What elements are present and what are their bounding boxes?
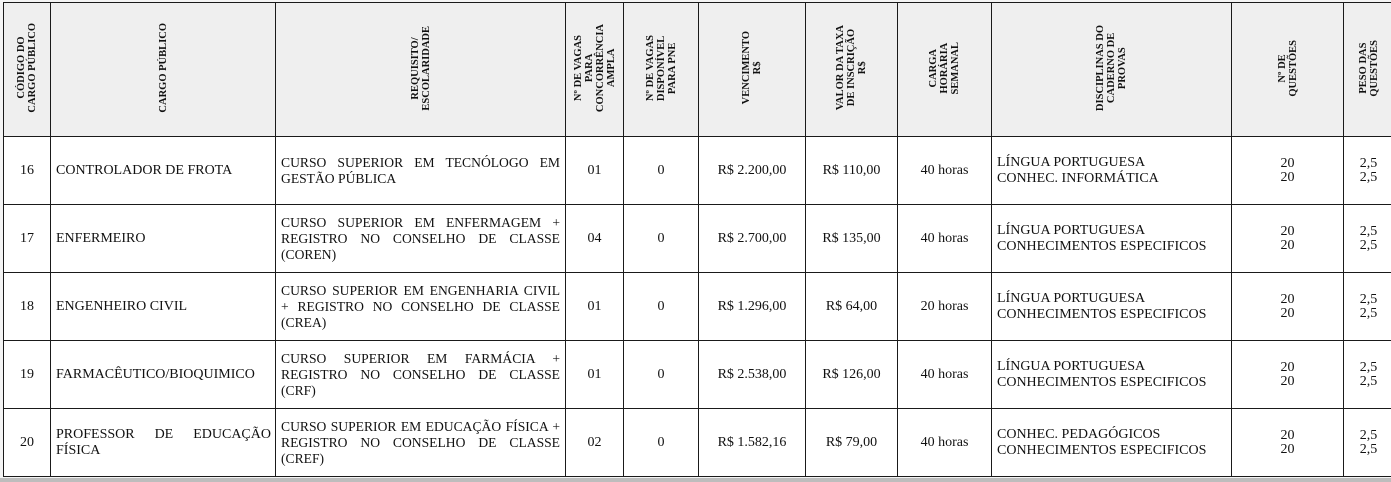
table-row [4, 341, 1391, 409]
cell-vagas-pne: 0 [624, 137, 699, 205]
cell-peso: 2,5 2,5 [1344, 409, 1391, 477]
requisito-text: CURSO SUPERIOR EM ENFERMAGEM + REGISTRO NO CONSELHO DE CLASSE (COREN) [281, 214, 560, 262]
cell-codigo: 18 [4, 273, 51, 341]
table-body [4, 137, 1391, 477]
page-bottom-rule [0, 478, 1391, 482]
cell-disciplinas: LÍNGUA PORTUGUESA CONHECIMENTOS ESPECIFICOS [992, 205, 1232, 273]
cell-requisito [276, 409, 566, 477]
cell-vagas-pne: 0 [624, 341, 699, 409]
cell-questoes: 20 20 [1232, 273, 1344, 341]
cell-disciplinas: LÍNGUA PORTUGUESA CONHECIMENTOS ESPECIFICOS [992, 341, 1232, 409]
header-vagas-ampla: Nº DE VAGAS PARA CONCORRÊNCIA AMPLA [566, 3, 624, 137]
table-header [4, 3, 1391, 137]
cell-peso: 2,5 2,5 [1344, 341, 1391, 409]
cell-vencimento: R$ 2.700,00 [699, 205, 806, 273]
cell-disciplinas: CONHEC. PEDAGÓGICOS CONHECIMENTOS ESPECIFICOS [992, 409, 1232, 477]
header-vagas-pne: Nº DE VAGAS DISPONÍVEL PARA PNE [624, 3, 699, 137]
cell-carga: 40 horas [898, 409, 992, 477]
header-carga: CARGA HORÁRIA SEMANAL [898, 3, 992, 137]
cell-vagas-ampla: 01 [566, 341, 624, 409]
cell-vagas-ampla: 01 [566, 273, 624, 341]
cell-codigo: 16 [4, 137, 51, 205]
table-row [4, 205, 1391, 273]
header-disciplinas: DISCIPLINAS DO CADERNO DE PROVAS [992, 3, 1232, 137]
cell-vencimento: R$ 1.582,16 [699, 409, 806, 477]
cell-carga: 40 horas [898, 137, 992, 205]
cell-taxa: R$ 64,00 [806, 273, 898, 341]
cell-requisito [276, 273, 566, 341]
cell-questoes: 20 20 [1232, 205, 1344, 273]
cell-cargo: ENFERMEIRO [51, 205, 276, 273]
cell-vagas-pne: 0 [624, 273, 699, 341]
requisito-text: CURSO SUPERIOR EM TECNÓLOGO EM GESTÃO PÚBLICA [281, 154, 560, 186]
cell-requisito [276, 205, 566, 273]
positions-table [3, 2, 1391, 477]
cell-questoes: 20 20 [1232, 341, 1344, 409]
cell-vencimento: R$ 1.296,00 [699, 273, 806, 341]
cell-vencimento: R$ 2.538,00 [699, 341, 806, 409]
cell-peso: 2,5 2,5 [1344, 137, 1391, 205]
cell-requisito [276, 137, 566, 205]
table-row [4, 273, 1391, 341]
cell-cargo: CONTROLADOR DE FROTA [51, 137, 276, 205]
header-codigo: CÓDIGO DO CARGO PÚBLICO [4, 3, 51, 137]
cell-vagas-ampla: 01 [566, 137, 624, 205]
header-vencimento: VENCIMENTO R$ [699, 3, 806, 137]
cell-carga: 20 horas [898, 273, 992, 341]
cell-requisito [276, 341, 566, 409]
table-row [4, 409, 1391, 477]
cell-disciplinas: LÍNGUA PORTUGUESA CONHECIMENTOS ESPECIFICOS [992, 273, 1232, 341]
header-peso: PESO DAS QUESTÕES [1344, 3, 1391, 137]
cell-codigo: 17 [4, 205, 51, 273]
cell-vagas-pne: 0 [624, 409, 699, 477]
header-requisito: REQUISITO/ ESCOLARIDADE [276, 3, 566, 137]
cell-questoes: 20 20 [1232, 409, 1344, 477]
cell-questoes: 20 20 [1232, 137, 1344, 205]
cell-vagas-ampla: 02 [566, 409, 624, 477]
table-row [4, 137, 1391, 205]
cell-peso: 2,5 2,5 [1344, 273, 1391, 341]
cell-vagas-pne: 0 [624, 205, 699, 273]
requisito-text: CURSO SUPERIOR EM FARMÁCIA + REGISTRO NO CONSELHO DE CLASSE (CRF) [281, 350, 560, 398]
cell-disciplinas: LÍNGUA PORTUGUESA CONHEC. INFORMÁTICA [992, 137, 1232, 205]
cell-codigo: 20 [4, 409, 51, 477]
cell-taxa: R$ 135,00 [806, 205, 898, 273]
header-taxa: VALOR DA TAXA DE INSCRIÇÃO R$ [806, 3, 898, 137]
cell-carga: 40 horas [898, 205, 992, 273]
cell-codigo: 19 [4, 341, 51, 409]
cell-peso: 2,5 2,5 [1344, 205, 1391, 273]
header-cargo: CARGO PÚBLICO [51, 3, 276, 137]
cell-vencimento: R$ 2.200,00 [699, 137, 806, 205]
header-questoes: Nº DE QUESTÕES [1232, 3, 1344, 137]
cell-cargo: ENGENHEIRO CIVIL [51, 273, 276, 341]
cell-vagas-ampla: 04 [566, 205, 624, 273]
cell-cargo: PROFESSOR DE EDUCAÇÃO FÍSICA [51, 409, 276, 477]
cell-cargo: FARMACÊUTICO/BIOQUIMICO [51, 341, 276, 409]
cell-taxa: R$ 110,00 [806, 137, 898, 205]
cell-taxa: R$ 126,00 [806, 341, 898, 409]
requisito-text: CURSO SUPERIOR EM EDUCAÇÃO FÍSICA + REGISTRO NO CONSELHO DE CLASSE (CREF) [281, 418, 560, 466]
cell-carga: 40 horas [898, 341, 992, 409]
cell-taxa: R$ 79,00 [806, 409, 898, 477]
requisito-text: CURSO SUPERIOR EM ENGENHARIA CIVIL + REGISTRO NO CONSELHO DE CLASSE (CREA) [281, 282, 560, 330]
